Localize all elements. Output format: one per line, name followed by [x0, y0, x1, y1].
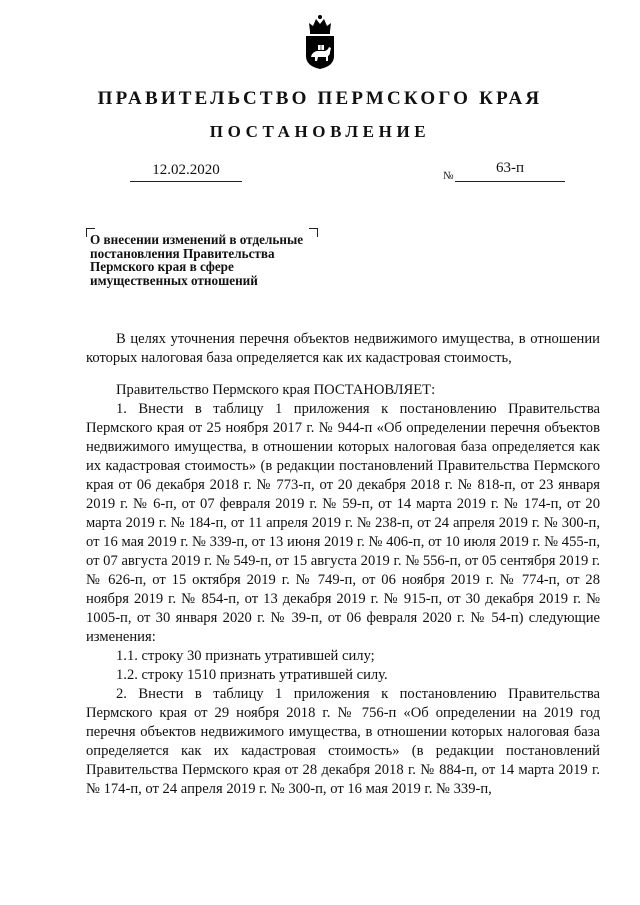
coat-of-arms-icon: [303, 14, 337, 75]
subject-line: О внесении изменений в отдельные: [90, 232, 304, 247]
preamble-paragraph: В целях уточнения перечня объектов недвижимого имущества, в отношении которых налоговая база определяется как их кадастровая стоимость,: [86, 331, 600, 366]
document-type: ПОСТАНОВЛЕНИЕ: [209, 122, 431, 141]
subject-line: постановления Правительства: [90, 245, 275, 261]
document-number: 63-п: [455, 160, 565, 182]
item-1-2-paragraph: 1.2. строку 1510 признать утратившей силу.: [116, 667, 388, 683]
government-title: ПРАВИТЕЛЬСТВО ПЕРМСКОГО КРАЯ: [97, 88, 543, 109]
document-date: 12.02.2020: [130, 162, 242, 182]
subject-line: Пермского края в сфере: [90, 259, 234, 274]
item-2-paragraph: 2. Внести в таблицу 1 приложения к постановлению Правительства Пермского края от 29 ноября 2018 г. № 756-п «Об определении на 2019 год перечня объектов недвижимого имущества, в отношении которых налоговая база определяется как их кадастровая стоимость» (в редакции постановлений Правительства Пермского края от 28 декабря 2018 г. № 884-п, от 14 марта 2019 г. № 174-п, от 24 апреля 2019 г. № 300-п, от 16 мая 2019 г. № 339-п,: [86, 686, 600, 797]
number-label: №: [443, 170, 454, 182]
resolves-paragraph: Правительство Пермского края ПОСТАНОВЛЯЕТ:: [116, 382, 436, 398]
item-1-1-paragraph: 1.1. строку 30 признать утратившей силу;: [116, 648, 375, 664]
subject-line: имущественных отношений: [90, 272, 258, 288]
document-subject: [90, 233, 350, 287]
item-1-paragraph: 1. Внести в таблицу 1 приложения к постановлению Правительства Пермского края от 25 ноября 2017 г. № 944-п «Об определении перечня объектов недвижимого имущества, в отношении которых налоговая база определяется как их кадастровая стоимость» (в редакции постановлений Правительства Пермского края от 06 декабря 2018 г. № 773-п, от 20 декабря 2018 г. № 818-п, от 23 января 2019 г. № 6-п, от 07 февраля 2019 г. № 59-п, от 14 марта 2019 г. № 174-п, от 20 марта 2019 г. № 184-п, от 11 апреля 2019 г. № 238-п, от 24 апреля 2019 г. № 300-п, от 16 мая 2019 г. № 339-п, от 13 июня 2019 г. № 406-п, от 10 июля 2019 г. № 455-п, от 07 августа 2019 г. № 549-п, от 15 августа 2019 г. № 556-п, от 05 сентября 2019 г. № 626-п, от 15 октября 2019 г. № 749-п, от 06 ноября 2019 г. № 774-п, от 28 ноября 2019 г. № 854-п, от 13 декабря 2019 г. № 915-п, от 30 декабря 2019 г. № 1005-п, от 30 января 2020 г. № 39-п, от 06 февраля 2020 г. № 54-п) следующие изменения:: [86, 401, 600, 645]
document-body: [86, 330, 600, 799]
